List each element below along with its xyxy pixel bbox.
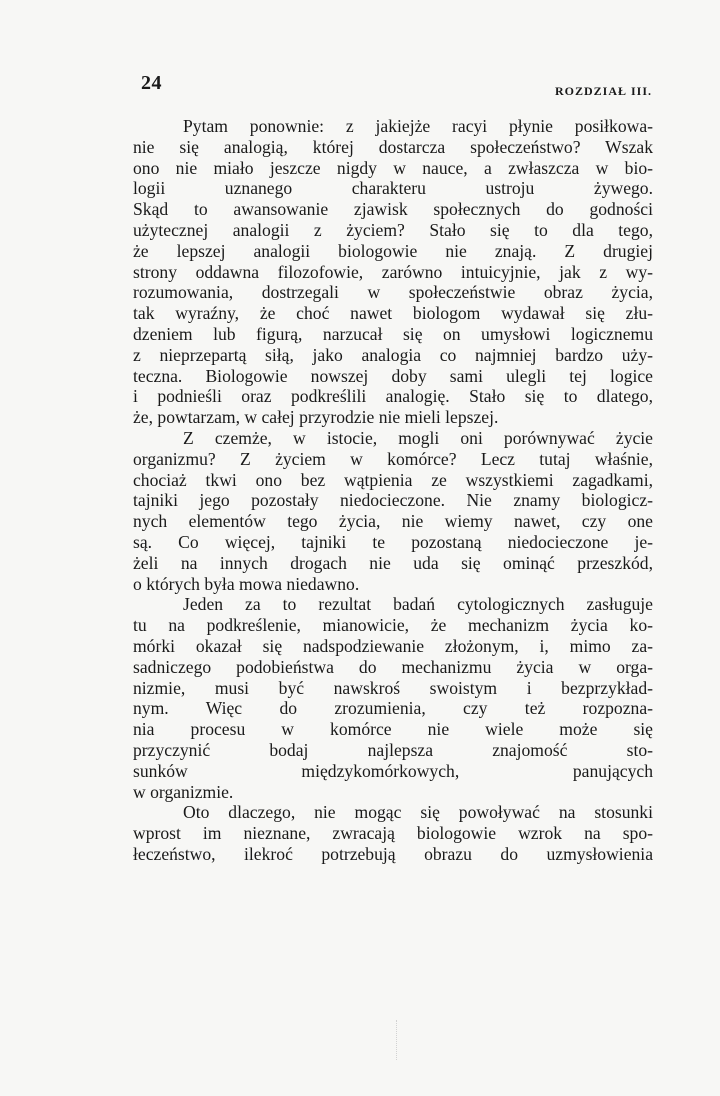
text-line: łeczeństwo, ilekroć potrzebują obrazu do uzmysłowienia <box>133 843 653 864</box>
running-head: ROZDZIAŁ III. <box>554 84 652 98</box>
scan-artifact <box>396 1020 399 1060</box>
text-line: Jeden za to rezultat badań cytologicznych zasługuje <box>183 594 653 615</box>
text-line: logii uznanego charakteru ustroju żywego. <box>133 178 653 199</box>
text-line: w organizmie. <box>133 781 234 802</box>
text-line: Pytam ponownie: z jakiejże racyi płynie posiłkowa- <box>183 116 653 136</box>
text-line: przyczynić bodaj najlepsza znajomość sto- <box>133 739 653 760</box>
text-line: użytecznej analogii z życiem? Stało się to dla tego, <box>133 219 653 240</box>
text-line: Z czemże, w istocie, mogli oni porównywać życie <box>183 427 653 448</box>
text-line: tajniki jego pozostały niedocieczone. Nie znamy biologicz- <box>133 490 653 511</box>
text-line: organizmu? Z życiem w komórce? Lecz tutaj właśnie, <box>133 448 653 469</box>
text-line: Skąd to awansowanie zjawisk społecznych do godności <box>133 199 653 220</box>
text-line: tak wyraźny, że choć nawet biologom wydawał się złu- <box>133 303 653 324</box>
body-text <box>133 116 653 865</box>
text-line: że lepszej analogii biologowie nie znają. Z drugiej <box>133 240 653 261</box>
text-line: i podnieśli oraz podkreślili analogię. Stało się to dlatego, <box>133 386 653 407</box>
text-line: ono nie miało jeszcze nigdy w nauce, a zwłaszcza w bio- <box>133 157 653 178</box>
text-line: dzeniem lub figurą, narzucał się on umysłowi logicznemu <box>133 323 653 344</box>
text-line: nizmie, musi być nawskroś swoistym i bezprzykład- <box>133 677 653 698</box>
text-line: nym. Więc do zrozumienia, czy też rozpozna- <box>133 698 653 719</box>
text-line: o których była mowa niedawno. <box>133 573 360 594</box>
text-line: teczna. Biologowie nowszej doby sami ulegli tej logice <box>133 365 653 386</box>
text-line: sunków międzykomórkowych, panujących <box>133 760 653 781</box>
text-line: nie się analogią, której dostarcza społeczeństwo? Wszak <box>133 136 653 157</box>
text-line: żeli na innych drogach nie uda się ominąć przeszkód, <box>133 552 653 573</box>
text-line: sadniczego podobieństwa do mechanizmu życia w orga- <box>133 656 653 677</box>
text-line: tu na podkreślenie, mianowicie, że mechanizm życia ko- <box>133 615 653 636</box>
text-line: Oto dlaczego, nie mogąc się powoływać na stosunki <box>183 802 653 823</box>
text-line: że, powtarzam, w całej przyrodzie nie mieli lepszej. <box>133 407 499 428</box>
text-line: z nieprzepartą siłą, jako analogia co najmniej bardzo uży- <box>133 344 653 365</box>
text-line: rozumowania, dostrzegali w społeczeństwie obraz życia, <box>133 282 653 303</box>
text-line: nych elementów tego życia, nie wiemy nawet, czy one <box>133 511 653 532</box>
text-line: nia procesu w komórce nie wiele może się <box>133 719 653 740</box>
text-line: są. Co więcej, tajniki te pozostaną niedocieczone je- <box>133 531 653 552</box>
text-line: strony oddawna filozofowie, zarówno intuicyjnie, jak z wy- <box>133 261 653 282</box>
text-line: chociaż tkwi ono bez wątpienia ze wszystkiemi zagadkami, <box>133 469 653 490</box>
text-line: wprost im nieznane, zwracają biologowie wzrok na spo- <box>133 823 653 844</box>
page-number: 24 <box>141 72 162 94</box>
text-line: mórki okazał się nadspodziewanie złożonym, i, mimo za- <box>133 635 653 656</box>
